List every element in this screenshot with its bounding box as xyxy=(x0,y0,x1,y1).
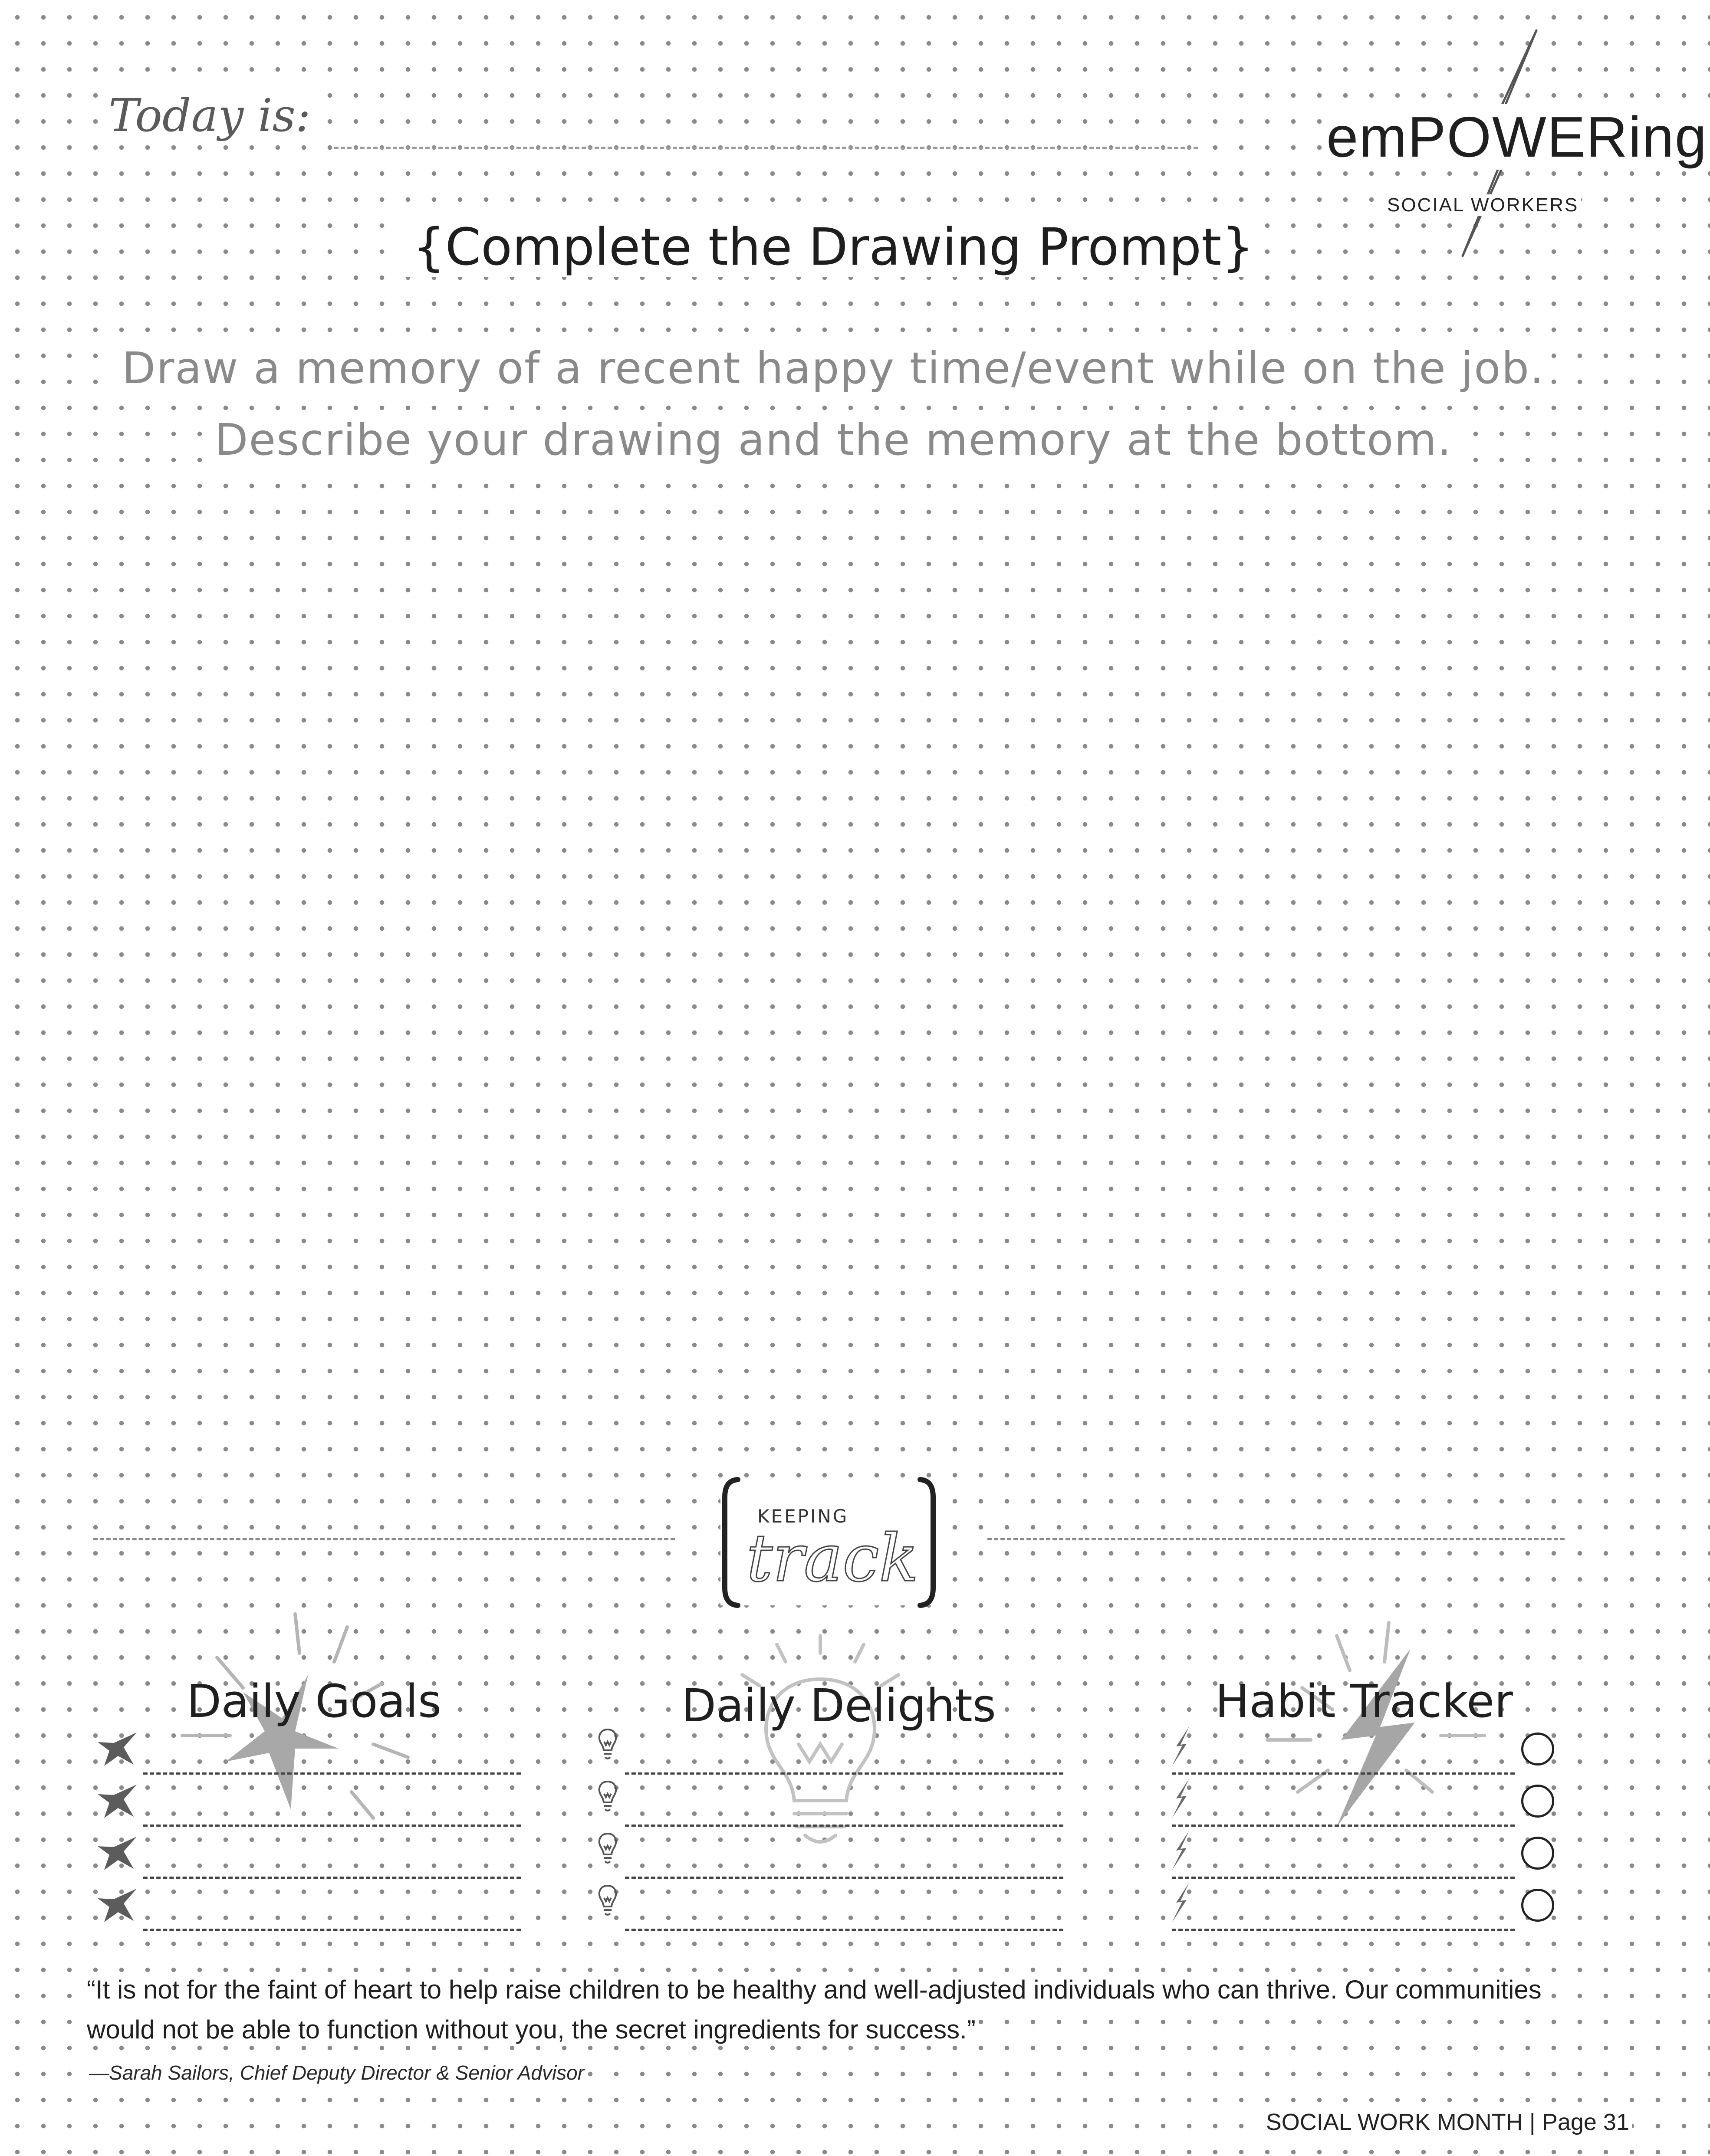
prompt-line-2-text: Describe your drawing and the memory at the bottom. xyxy=(207,414,1459,465)
page-footer: SOCIAL WORK MONTH | Page 31 xyxy=(1263,2109,1632,2136)
delights-lightbulb-art-icon xyxy=(712,1631,929,1857)
track-label: track xyxy=(746,1521,919,1596)
divider-left xyxy=(93,1538,675,1540)
habit-4-lightning-icon xyxy=(1167,1881,1194,1924)
habit-1-lightning-icon xyxy=(1167,1725,1194,1768)
goal-2-line[interactable] xyxy=(143,1825,521,1827)
keeping-label: KEEPING xyxy=(757,1506,849,1527)
habit-4-checkbox[interactable] xyxy=(1521,1889,1554,1922)
goal-4-line[interactable] xyxy=(143,1929,521,1931)
divider-right xyxy=(987,1538,1565,1540)
prompt-line-2 xyxy=(0,414,1667,465)
date-write-line[interactable] xyxy=(334,147,1198,149)
delight-3-line[interactable] xyxy=(625,1877,1063,1879)
habit-1-line[interactable] xyxy=(1172,1772,1515,1775)
quote-text: “It is not for the faint of heart to help raise children to be healthy and well-adjusted individuals who can thrive. Our communities would not be able to function without you, the secret ingredients for success.” xyxy=(87,1975,1542,2044)
prompt-title-text: {Complete the Drawing Prompt} xyxy=(404,217,1263,277)
delight-4-lightbulb-icon xyxy=(595,1883,621,1918)
goal-4-star-icon xyxy=(95,1885,139,1924)
prompt-title xyxy=(0,217,1667,277)
delight-2-lightbulb-icon xyxy=(595,1779,621,1814)
daily-delights-title: Daily Delights xyxy=(681,1679,996,1732)
goal-3-star-icon xyxy=(95,1833,139,1872)
goal-1-star-icon xyxy=(95,1729,139,1768)
habit-4-line[interactable] xyxy=(1172,1929,1515,1931)
keeping-track-badge xyxy=(707,1471,950,1614)
delight-4-line[interactable] xyxy=(625,1929,1063,1931)
prompt-line-1-text: Draw a memory of a recent happy time/event while on the job. xyxy=(115,343,1552,394)
delight-1-lightbulb-icon xyxy=(595,1727,621,1762)
goal-3-line[interactable] xyxy=(143,1877,521,1879)
habit-tracker-title: Habit Tracker xyxy=(1215,1675,1513,1728)
habit-1-checkbox[interactable] xyxy=(1521,1733,1554,1765)
today-label: Today is: xyxy=(104,89,315,142)
prompt-line-1 xyxy=(0,343,1667,394)
logo-title: emPOWERing xyxy=(1324,104,1710,170)
delight-1-line[interactable] xyxy=(625,1772,1063,1775)
habit-2-checkbox[interactable] xyxy=(1521,1785,1554,1818)
quote-attribution: —Sarah Sailors, Chief Deputy Director & Senior Advisor xyxy=(89,2061,587,2084)
logo-subtitle: SOCIAL WORKERS xyxy=(1384,194,1581,216)
daily-goals-title: Daily Goals xyxy=(187,1675,442,1728)
goal-2-star-icon xyxy=(95,1781,139,1820)
habit-2-lightning-icon xyxy=(1167,1777,1194,1820)
habit-2-line[interactable] xyxy=(1172,1825,1515,1827)
delight-3-lightbulb-icon xyxy=(595,1831,621,1866)
habit-3-checkbox[interactable] xyxy=(1521,1837,1554,1870)
habit-3-lightning-icon xyxy=(1167,1829,1194,1872)
goal-1-line[interactable] xyxy=(143,1772,521,1775)
quote xyxy=(87,1970,1562,2050)
habit-3-line[interactable] xyxy=(1172,1877,1515,1879)
delight-2-line[interactable] xyxy=(625,1825,1063,1827)
